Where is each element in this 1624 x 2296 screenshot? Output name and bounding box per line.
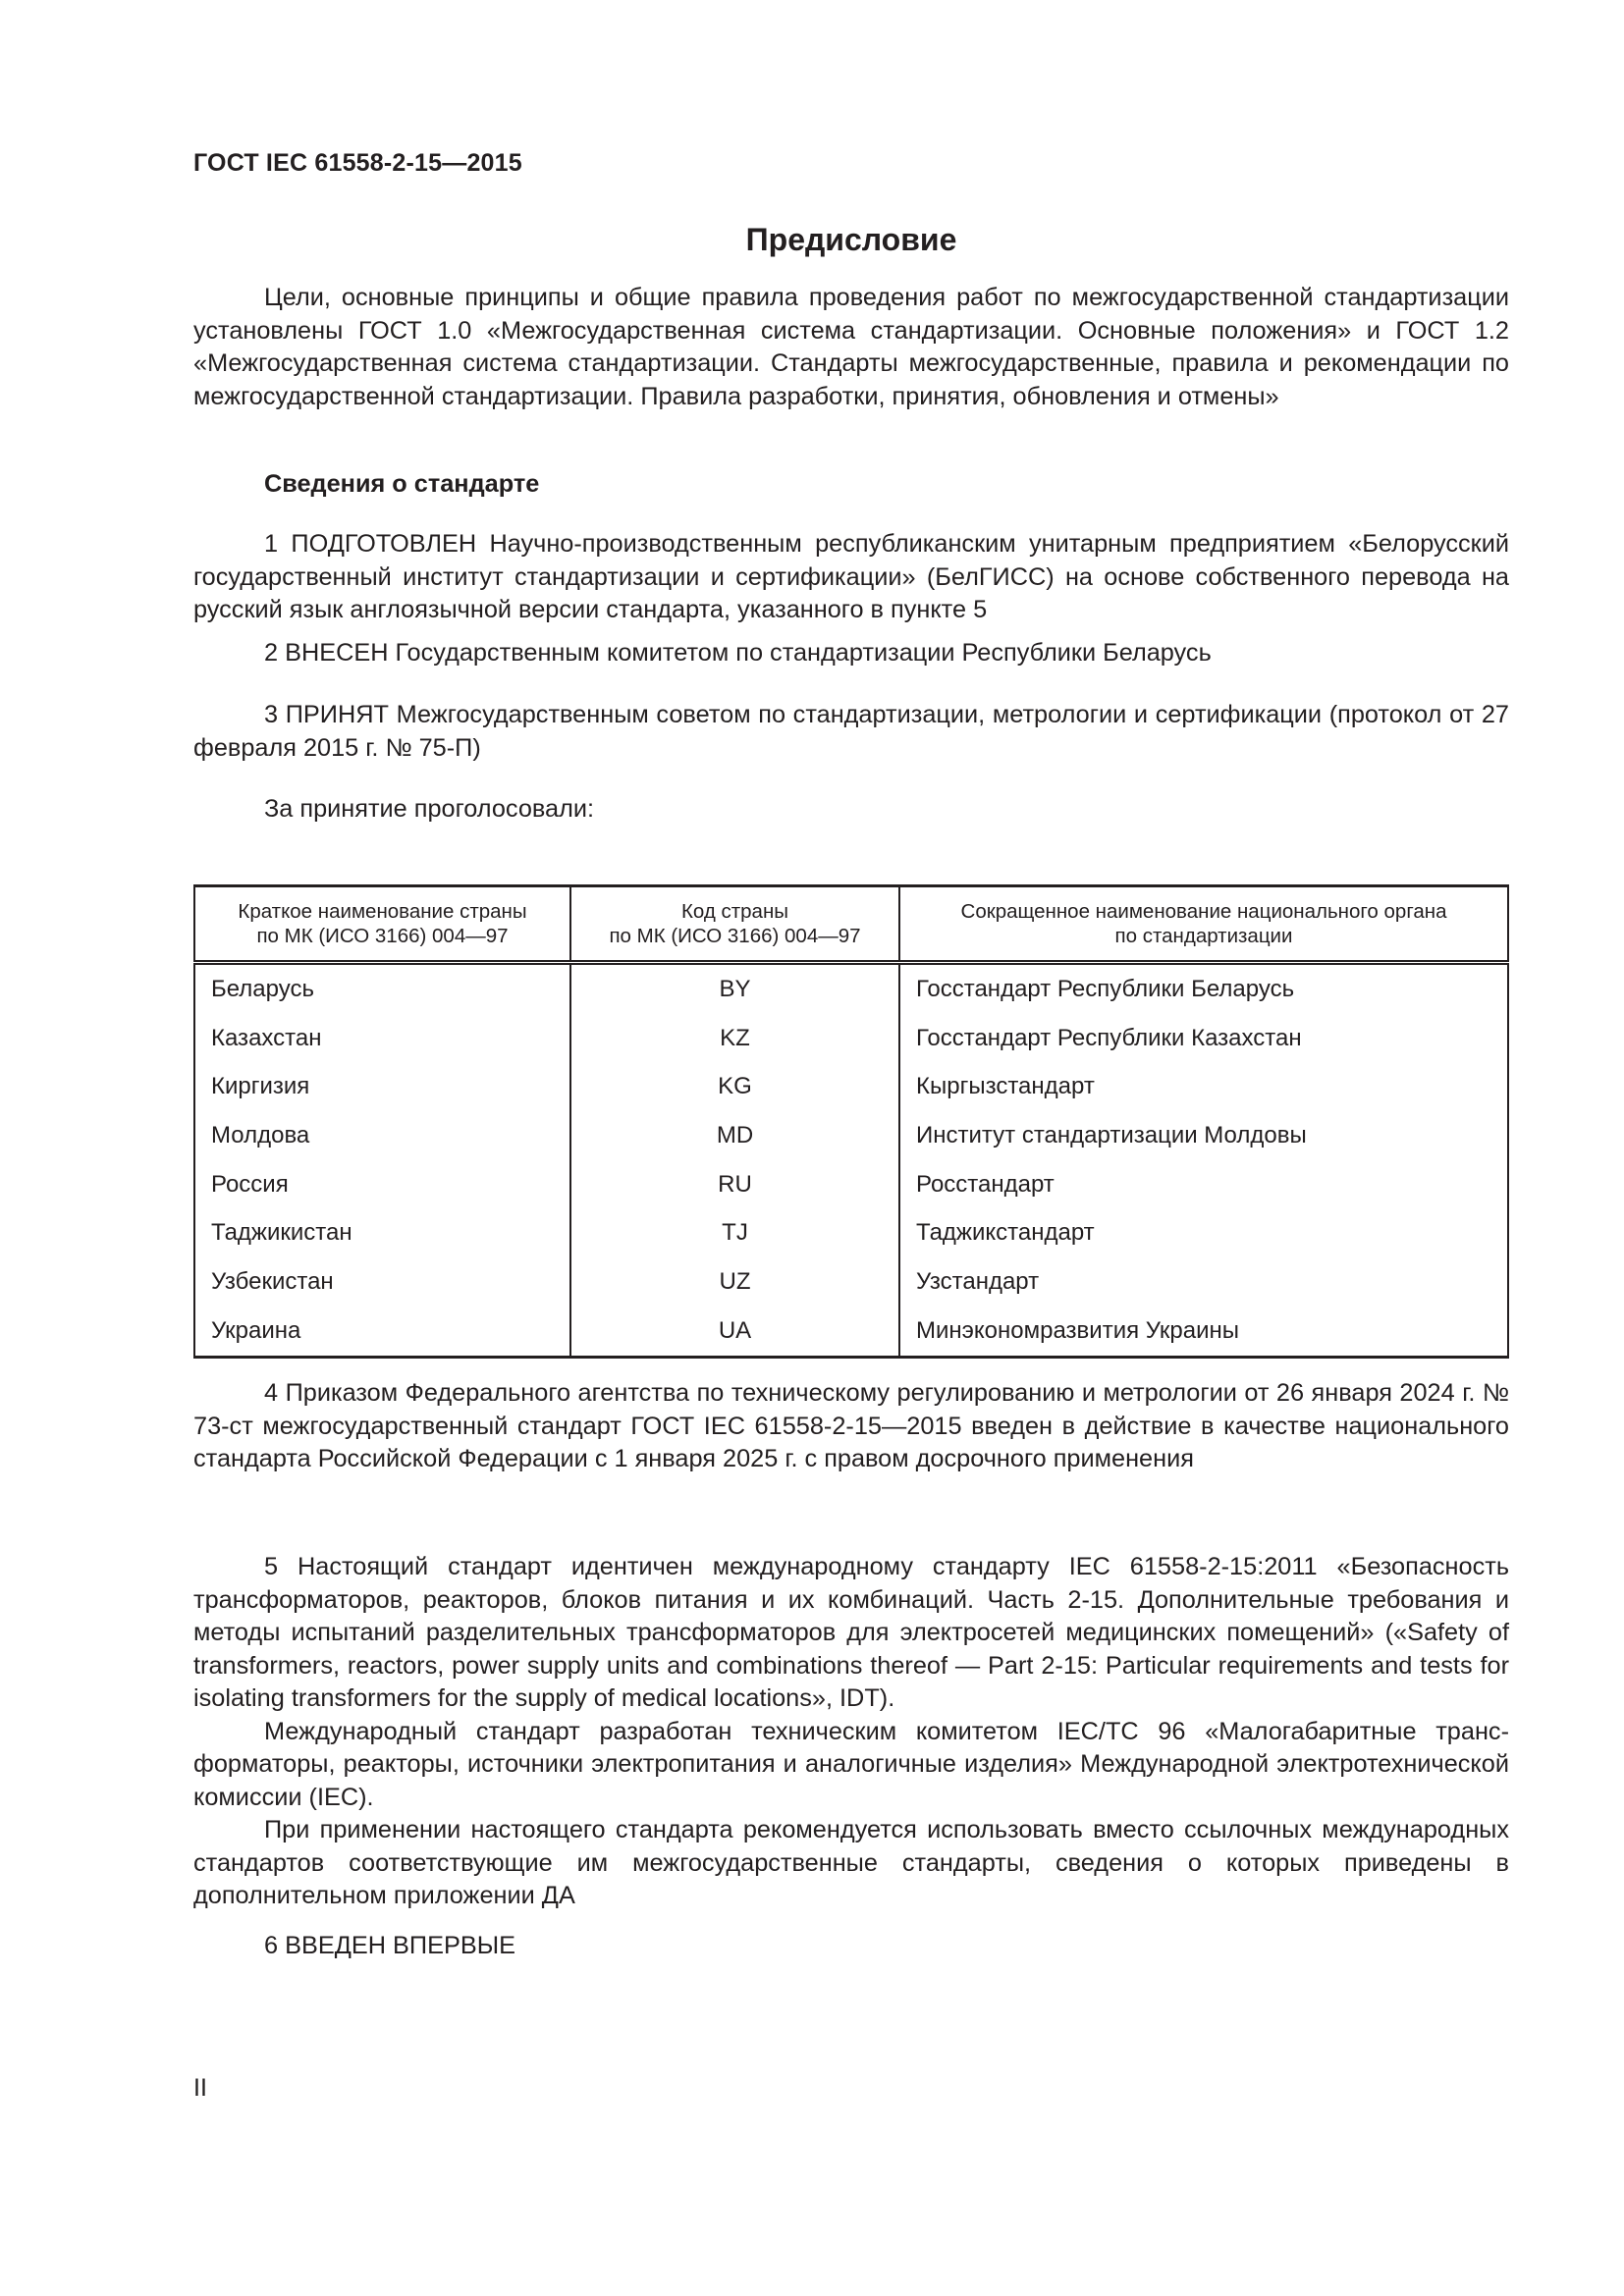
body-cell: Росстандарт [899,1160,1508,1209]
body-cell: Кыргызстандарт [899,1062,1508,1111]
country-cell: Беларусь [194,963,570,1014]
table-row [194,1062,1508,1111]
code-cell: KZ [570,1014,899,1063]
table-row [194,1014,1508,1063]
voted-block [193,793,1509,827]
body-cell: Узстандарт [899,1257,1508,1307]
item-6-first-introduced: 6 ВВЕДЕН ВПЕРВЫЕ [264,1932,515,1959]
table-header-body [899,886,1508,963]
code-cell: MD [570,1111,899,1160]
voted-label: За принятие проголосовали: [264,795,595,823]
item-4-block [193,1377,1509,1476]
table-header-row [194,886,1508,963]
item-5-identity: 5 Настоящий стандарт идентичен международному стандарту IEC 61558-2-15:2011 «Безопасность трансформаторов, реакторов, блоков питания и их комбинаций. Часть 2-15. Дополнительные требования и методы испытаний разделительных трансформаторов для электросетей медицинских помещений» («Safety of transformers, reactors, power supply units and combinations thereof — Part 2-15: Particular requirements and tests for isolating transformers for the supply of medical locations», IDT). [193,1553,1509,1712]
header-line: Сокращенное наименование национального органа [960,900,1447,923]
item-3-block [193,699,1509,765]
voting-countries-table [193,884,1509,1359]
item-1-block [193,528,1509,627]
intro-paragraph: Цели, основные принципы и общие правила проведения работ по межгосударственной стандартизации установлены ГОСТ 1.0 «Межгосударственная система стандартизации. Основные положения» и ГОСТ 1.2 «Межгосударственная система стандартизации. Стандарты межгосударственные, правила и рекомендации по межгосударственной стандартизации. Правила разработки, принятия, обновления и отмены» [193,284,1509,410]
about-heading-block [193,468,1509,502]
code-cell: BY [570,963,899,1014]
code-cell: UA [570,1307,899,1357]
country-cell: Казахстан [194,1014,570,1063]
country-cell: Украина [194,1307,570,1357]
country-cell: Киргизия [194,1062,570,1111]
item-2-block [193,637,1509,670]
header-line: по МК (ИСО 3166) 004—97 [609,925,861,947]
country-cell: Россия [194,1160,570,1209]
header-line: по МК (ИСО 3166) 004—97 [256,925,509,947]
code-cell: RU [570,1160,899,1209]
intro-paragraph-block [193,282,1509,413]
item-6-block [193,1930,1509,1963]
body-cell: Институт стандартизации Молдовы [899,1111,1508,1160]
body-cell: Госстандарт Республики Беларусь [899,963,1508,1014]
page-number: II [193,2074,207,2102]
header-line: Код страны [680,900,789,923]
country-cell: Узбекистан [194,1257,570,1307]
code-cell: UZ [570,1257,899,1307]
item-5-references: При применении настоящего стандарта рекомендуется использовать вместо ссылочных международных стандартов соответствующие им межгосударственные стандарты, сведения о которых приведены в дополнительном приложении ДА [193,1816,1509,1909]
item-5-committee: Международный стандарт разработан техническим комитетом IEC/TC 96 «Малогабаритные трансформаторы, реакторы, источники электропитания и аналогичные изделия» Международной электротехнической комиссии (IEC). [193,1717,1509,1811]
table-row [194,963,1508,1014]
item-5-block [193,1551,1509,1913]
item-1-prepared: 1 ПОДГОТОВЛЕН Научно-производственным республиканским унитарным предприятием «Белорусский государственный институт стандартизации и сертификации» (БелГИСС) на основе собственного перевода на русский язык англоязычной версии стандарта, указанного в пункте 5 [193,530,1509,623]
table-row [194,1257,1508,1307]
code-cell: KG [570,1062,899,1111]
item-4-order: 4 Приказом Федерального агентства по техническому регулированию и метрологии от 26 января 2024 г. № 73-ст межгосударственный стандарт ГОСТ IEC 61558-2-15—2015 введен в действие в качестве национального стандарта Российской Федерации с 1 января 2025 г. с правом досрочного применения [193,1379,1509,1472]
item-3-adopted: 3 ПРИНЯТ Межгосударственным советом по стандартизации, метрологии и сертификации (протокол от 27 февраля 2015 г. № 75-П) [193,701,1509,762]
item-2-introduced: 2 ВНЕСЕН Государственным комитетом по стандартизации Республики Беларусь [264,639,1212,667]
table-header-code [570,886,899,963]
country-cell: Таджикистан [194,1208,570,1257]
table-row [194,1208,1508,1257]
header-line: Краткое наименование страны [238,900,527,923]
country-cell: Молдова [194,1111,570,1160]
document-code-header: ГОСТ IEC 61558-2-15—2015 [193,149,522,177]
table-row [194,1307,1508,1357]
about-standard-heading: Сведения о стандарте [264,470,540,498]
header-line: по стандартизации [1114,925,1293,947]
table-row [194,1111,1508,1160]
page-title: Предисловие [745,222,957,257]
body-cell: Госстандарт Республики Казахстан [899,1014,1508,1063]
code-cell: TJ [570,1208,899,1257]
body-cell: Таджикстандарт [899,1208,1508,1257]
table-row [194,1160,1508,1209]
body-cell: Минэкономразвития Украины [899,1307,1508,1357]
table-header-country [194,886,570,963]
